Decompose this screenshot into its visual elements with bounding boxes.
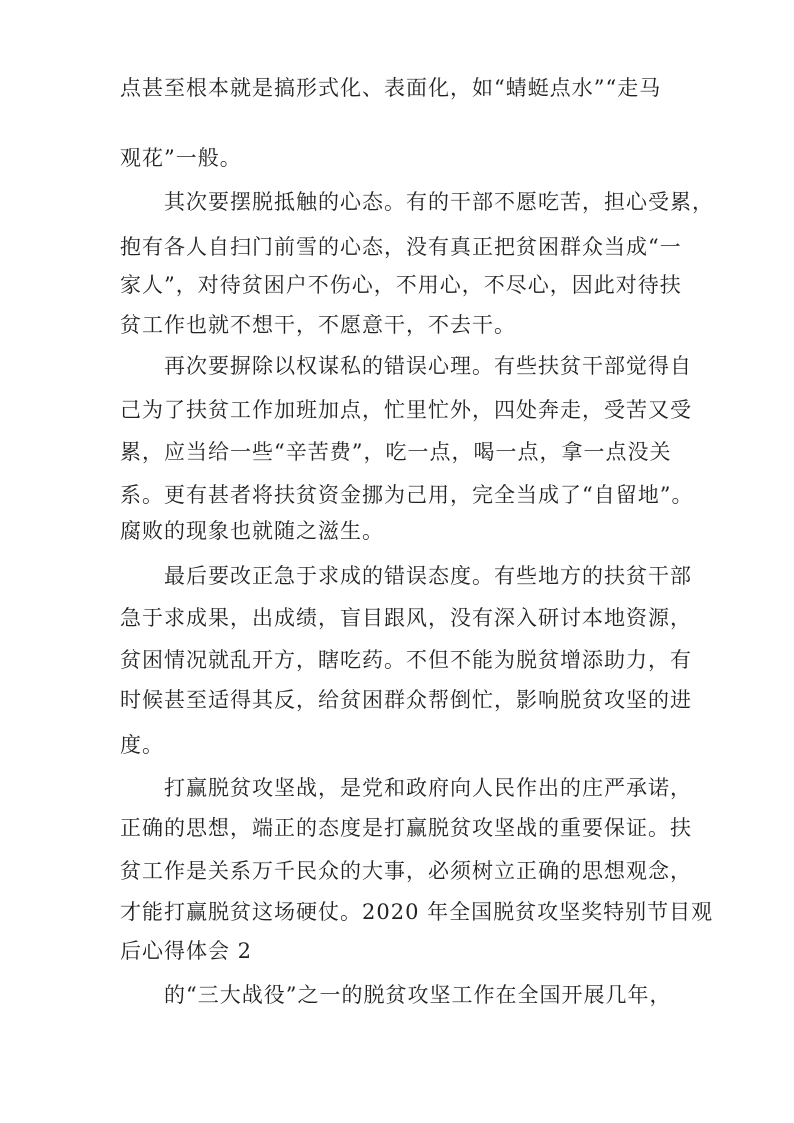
text-line: 观花”一般。 bbox=[120, 146, 242, 170]
text-line: 后心得体会 2 bbox=[120, 939, 253, 963]
paragraph-start-line: 打赢脱贫攻坚战，是党和政府向人民作出的庄严承诺， bbox=[164, 776, 692, 800]
text-line: 贫工作是关系万千民众的大事，必须树立正确的思想观念， bbox=[120, 859, 692, 883]
text-line: 抱有各人自扫门前雪的心态，没有真正把贫困群众当成“一 bbox=[120, 235, 682, 259]
text-line: 贫工作也就不想干，不愿意干，不去干。 bbox=[120, 313, 516, 337]
text-line: 时候甚至适得其反，给贫困群众帮倒忙，影响脱贫攻坚的进 bbox=[120, 688, 692, 712]
text-line: 度。 bbox=[120, 733, 164, 757]
text-line: 才能打赢脱贫这场硬仗。2020 年全国脱贫攻坚奖特别节目观 bbox=[120, 900, 714, 924]
paragraph-start-line: 再次要摒除以权谋私的错误心理。有些扶贫干部觉得自 bbox=[164, 354, 692, 378]
text-line: 急于求成果，出成绩，盲目跟风，没有深入研讨本地资源， bbox=[120, 606, 692, 630]
text-line: 己为了扶贫工作加班加点，忙里忙外，四处奔走，受苦又受 bbox=[120, 398, 692, 422]
text-line: 累，应当给一些“辛苦费”，吃一点，喝一点，拿一点没关 bbox=[120, 440, 672, 464]
paragraph-start-line: 最后要改正急于求成的错误态度。有些地方的扶贫干部 bbox=[164, 564, 692, 588]
text-line: 正确的思想，端正的态度是打赢脱贫攻坚战的重要保证。扶 bbox=[120, 816, 692, 840]
paragraph-start-line: 其次要摆脱抵触的心态。有的干部不愿吃苦，担心受累， bbox=[164, 190, 714, 214]
text-line: 家人”，对待贫困户不伤心，不用心，不尽心，因此对待扶 bbox=[120, 273, 682, 297]
text-line: 贫困情况就乱开方，瞎吃药。不但不能为脱贫增添助力，有 bbox=[120, 648, 692, 672]
paragraph-start-line: 的“三大战役”之一的脱贫攻坚工作在全国开展几年， bbox=[164, 983, 672, 1007]
text-line: 腐败的现象也就随之滋生。 bbox=[120, 519, 384, 543]
text-line: 点甚至根本就是搞形式化、表面化，如“蜻蜓点水”“走马 bbox=[120, 76, 662, 100]
text-line: 系。更有甚者将扶贫资金挪为己用，完全当成了“自留地”。 bbox=[120, 483, 694, 507]
